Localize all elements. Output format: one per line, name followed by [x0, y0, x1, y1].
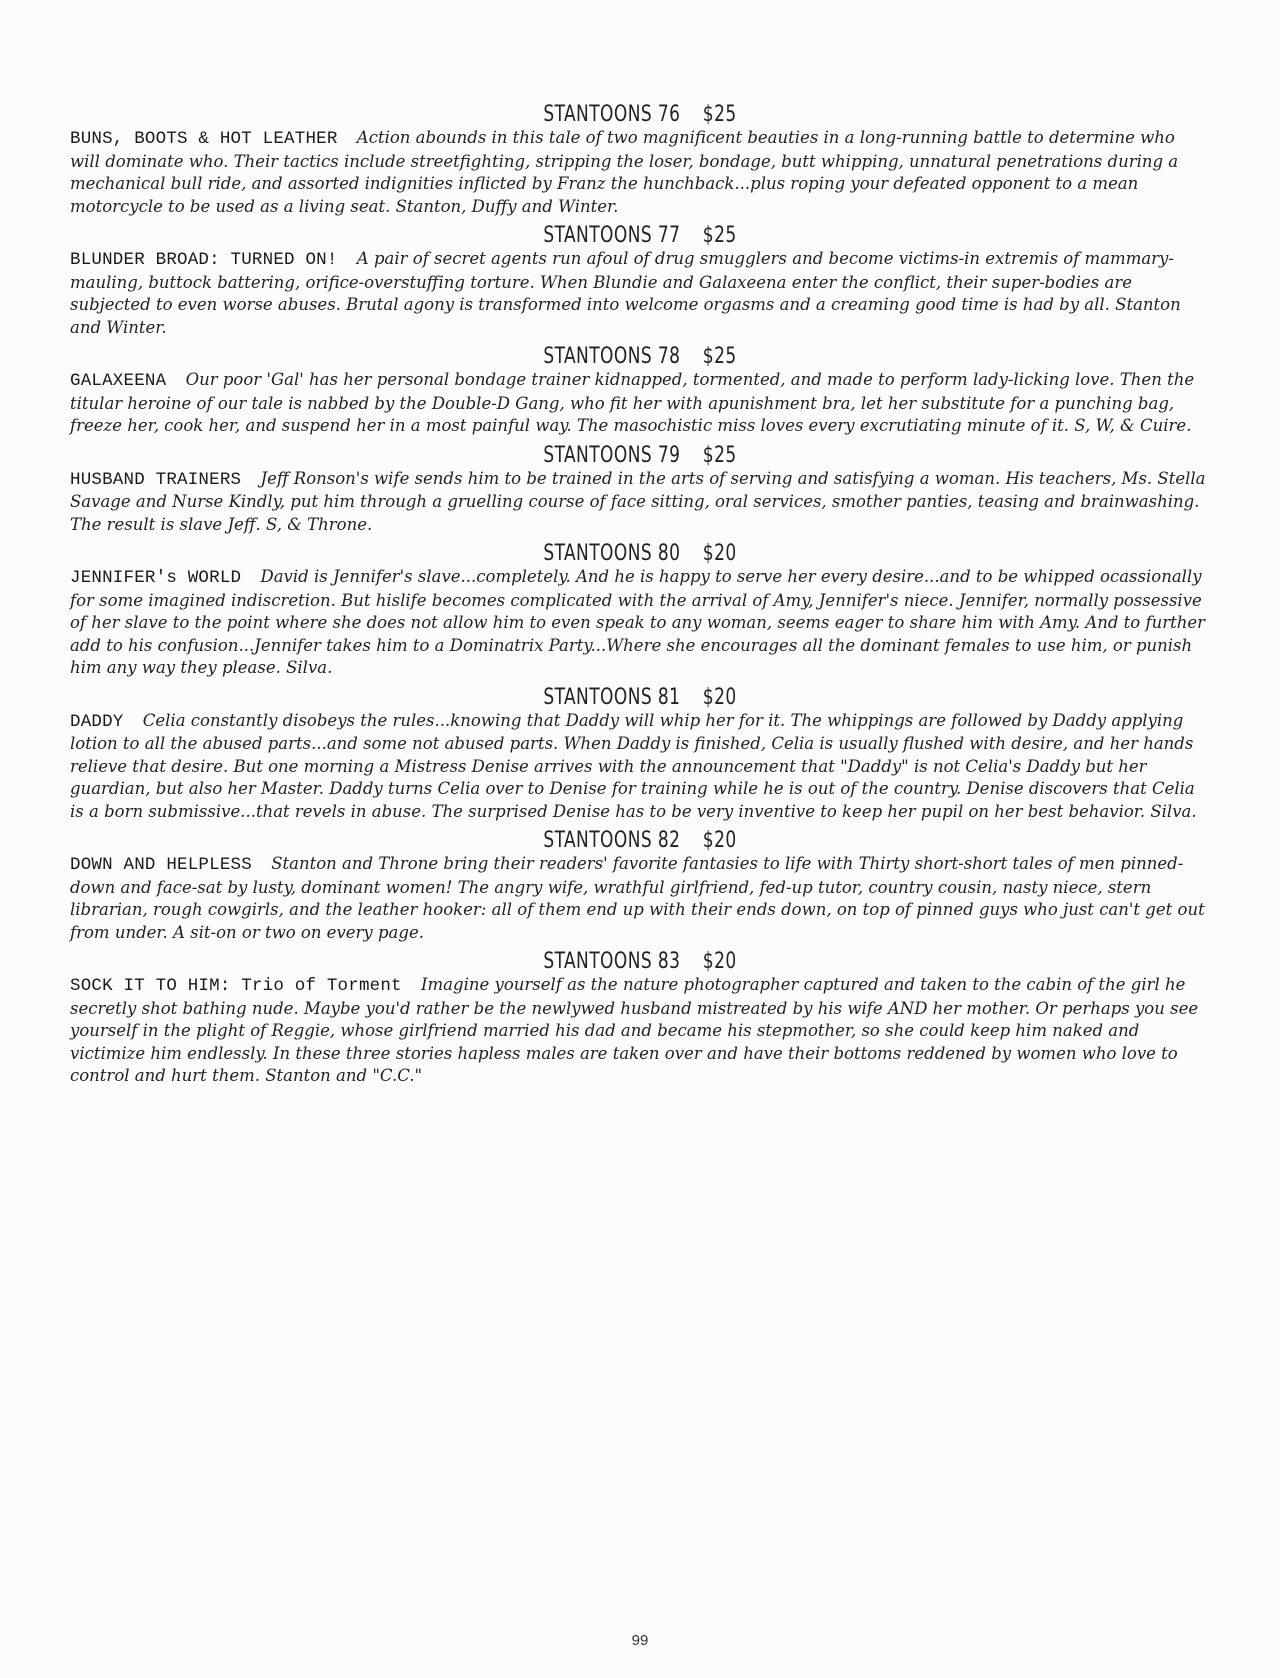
entry-body [70, 566, 1210, 680]
entry-title: BLUNDER BROAD: TURNED ON! [70, 250, 338, 270]
entry-series: STANTOONS 81 [543, 684, 681, 710]
entry-title: DADDY [70, 711, 124, 732]
entry-description: Jeff Ronson's wife sends him to be trained in the arts of serving and satisfying a woman. His teachers, Ms. Stella Savage and Nurse Kindly, put him through a gruelling course of face sitting, oral services, smother panties, teasing and brainwashing. The result is slave Jeff. S, & Throne. [70, 468, 1206, 534]
entry-series: STANTOONS 77 [543, 223, 681, 248]
entry-title: GALAXEENA [70, 371, 167, 391]
catalog-entry [70, 224, 1210, 339]
catalog-entry [70, 103, 1210, 218]
entry-series: STANTOONS 80 [543, 541, 681, 566]
catalog-entry [70, 444, 1210, 537]
entry-description: Imagine yourself as the nature photographer captured and taken to the cabin of the girl he secretly shot bathing nude. Maybe you'd rather be the newlywed husband mistreated by his wife AND her mother. Or perhaps you see yourself in the plight of Reggie, whose girlfriend married his dad and became his stepmother, so she could keep him naked and victimize him endlessly. In these three stories hapless males are taken over and have their bottoms reddened by women who love to control and hurt them. Stanton and "C.C." [70, 975, 1199, 1085]
entry-body [70, 710, 1210, 824]
entry-description: Stanton and Throne bring their readers' favorite fantasies to life with Thirty short-short tales of men pinned-down and face-sat by lusty, dominant women! The angry wife, wrathful girlfriend, fed-up tutor, country cousin, nasty niece, stern librarian, rough cowgirls, and the leather hooker: all of them end up with their ends down, on top of pinned guys who just can't get out from under. A sit-on or two on every page. [70, 854, 1205, 942]
entry-body [70, 974, 1210, 1088]
entry-header [150, 444, 1130, 468]
entry-series: STANTOONS 76 [543, 102, 681, 127]
catalog-listing [70, 103, 1210, 1094]
catalog-entry [70, 686, 1210, 824]
entry-title: HUSBAND TRAINERS [70, 469, 242, 490]
catalog-entry [70, 542, 1210, 680]
entry-price: $20 [702, 828, 737, 853]
catalog-entry [70, 950, 1210, 1088]
entry-body [70, 468, 1210, 537]
entry-price: $20 [702, 541, 737, 566]
entry-title: JENNIFER's WORLD [70, 568, 242, 588]
catalog-entry [70, 345, 1210, 438]
entry-body [70, 248, 1210, 339]
entry-price: $25 [702, 344, 737, 369]
entry-title: DOWN AND HELPLESS [70, 855, 252, 875]
entry-description: A pair of secret agents run afoul of drug smugglers and become victims-in extremis of mammary-mauling, buttock battering, orifice-overstuffing torture. When Blundie and Galaxeena enter the conflict, their super-bodies are subjected to even worse abuses. Brutal agony is transformed into welcome orgasms and a creaming good time is had by all. Stanton and Winter. [70, 249, 1181, 337]
entry-description: Action abounds in this tale of two magnificent beauties in a long-running battle to determine who will dominate who. Their tactics include streetfighting, stripping the loser, bondage, butt whipping, unnatural penetrations during a mechanical bull ride, and assorted indignities inflicted by Franz the hunchback...plus roping your defeated opponent to a mean motorcycle to be used as a living seat. Stanton, Duffy and Winter. [70, 128, 1179, 216]
entry-series: STANTOONS 79 [543, 442, 681, 468]
catalog-entry [70, 829, 1210, 944]
entry-header [150, 345, 1130, 369]
entry-title: SOCK IT TO HIM: Trio of Torment [70, 976, 402, 996]
entry-price: $25 [702, 442, 737, 468]
entry-price: $20 [702, 949, 737, 974]
entry-header [150, 103, 1130, 127]
entry-title: BUNS, BOOTS & HOT LEATHER [70, 129, 338, 149]
entry-series: STANTOONS 82 [543, 828, 681, 853]
page-number: 99 [631, 1632, 649, 1649]
entry-body [70, 369, 1210, 438]
entry-series: STANTOONS 78 [543, 344, 681, 369]
entry-header [150, 829, 1130, 853]
entry-header [150, 950, 1130, 974]
entry-header [150, 542, 1130, 566]
entry-description: Celia constantly disobeys the rules...knowing that Daddy will whip her for it. The whippings are followed by Daddy applying lotion to all the abused parts...and some not abused parts. When Daddy is finished, Celia is usually flushed with desire, and her hands relieve that desire. But one morning a Mistress Denise arrives with the announcement that "Daddy" is not Celia's Daddy but her guardian, but also her Master. Daddy turns Celia over to Denise for training while he is out of the country. Denise discovers that Celia is a born submissive...that revels in abuse. The surprised Denise has to be very inventive to keep her pupil on her best behavior. Silva. [70, 710, 1197, 821]
entry-price: $25 [702, 102, 737, 127]
entry-body [70, 127, 1210, 218]
entry-description: Our poor 'Gal' has her personal bondage trainer kidnapped, tormented, and made to perform lady-licking love. Then the titular heroine of our tale is nabbed by the Double-D Gang, who fit her with apunishment bra, let her substitute for a punching bag, freeze her, cook her, and suspend her in a most painful way. The masochistic miss loves every excrutiating minute of it. S, W, & Cuire. [70, 370, 1195, 435]
entry-body [70, 853, 1210, 944]
entry-header [150, 224, 1130, 248]
entry-header [150, 686, 1130, 710]
entry-price: $20 [702, 684, 737, 710]
entry-series: STANTOONS 83 [543, 949, 681, 974]
entry-price: $25 [702, 223, 737, 248]
entry-description: David is Jennifer's slave...completely. And he is happy to serve her every desire...and to be whipped ocassionally for some imagined indiscretion. But hislife becomes complicated with the arrival of Amy, Jennifer's niece. Jennifer, normally possessive of her slave to the point where she does not allow him to even speak to any woman, seems eager to share him with Amy. And to further add to his confusion...Jennifer takes him to a Dominatrix Party...Where she encourages all the dominant females to use him, or punish him any way they please. Silva. [70, 567, 1206, 677]
